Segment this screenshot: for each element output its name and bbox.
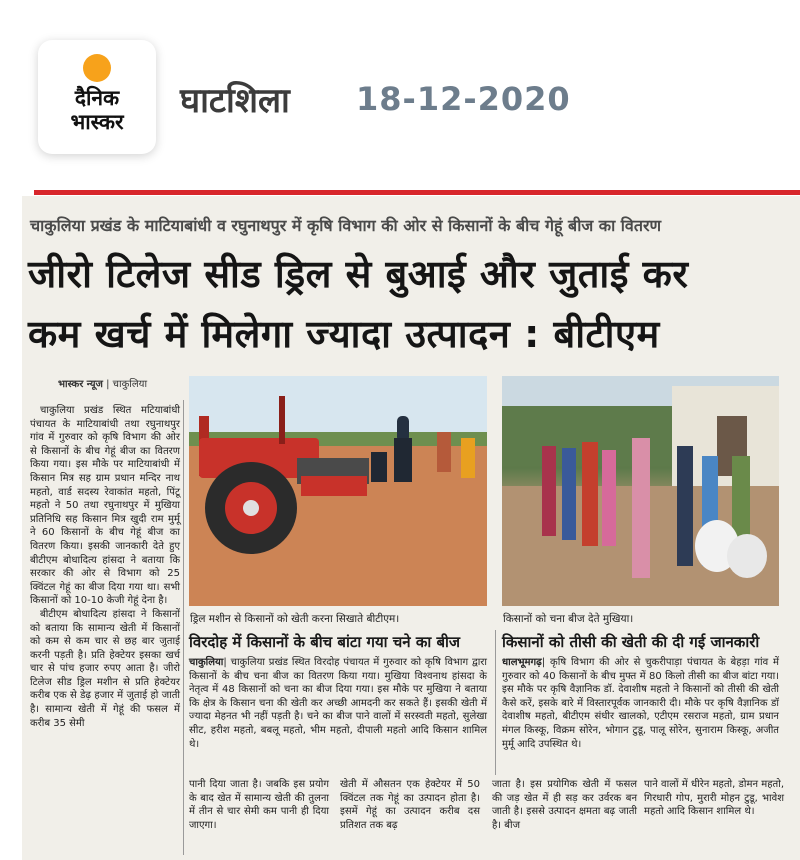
- dainik-bhaskar-logo[interactable]: [38, 40, 156, 154]
- edition-date: 18-12-2020: [356, 80, 571, 118]
- left-paragraph-1: चाकुलिया प्रखंड स्थित मटियाबांधी पंचायत के माटियाबांधी तथा रघुनाथपुर गांव में गुरुवार को कृषि विभाग की ओर से किसानों के बीच गेहूं बीज का वितरण किया गया। इस मौके पर माटियाबांधी में किसान मित्र सह ग्राम प्रधान मन्दिर नाथ महतो, वार्ड सदस्य रेवाकांत महतो, पिंटू महतो ने 50 तथा रघुनाथपुर में मुखिया प्रतिनिधि सह किसान मित्र खुदी राम मुर्मू ने 60 किसानों के बीच गेहूं बीज का वितरण किया। इसकी जानकारी देते हुए बीटीएम बोधादित्य हांसदा ने बताया कि सरकार की ओर से विभाग को 25 क्विंटल गेहूं का बीज दिया गया था। सभी किसानों को 10-10 केजी गेहूं देना है।: [30, 405, 180, 607]
- story2-body: चाकुलिया| चाकुलिया प्रखंड स्थित विरदोह पंचायत में गुरुवार को कृषि विभाग द्वारा किसानों के बीच चना बीज का वितरण किया गया। मुखिया विश्वनाथ हांसदा के नेतृत्व में 48 किसानों को चना का बीज दिया गया। इस मौके पर मुखिया ने बताया कि क्षेत्र के किसान चना की खेती कर अच्छी आमदनी कर सकते हैं। इसकी खेती में ज्यादा मेहनत भी नहीं पड़ती है। चने का बीज पाने वालों में सरस्वती महतो, सुलेखा सीट, हरीश महतो, बबलू महतो, भीम महतो, दीपाली महतो आदि किसान शामिल थे।: [189, 657, 487, 750]
- column-rule: [495, 630, 496, 775]
- edition-city: घाटशिला: [180, 81, 290, 121]
- logo-text-line1: दैनिक: [74, 86, 120, 110]
- logo-text-line2: भास्कर: [70, 110, 124, 134]
- app-header: [0, 0, 800, 190]
- column-rule: [183, 400, 184, 855]
- story3-text: कृषि विभाग की ओर से चुकरीपाड़ा पंचायत के बेहड़ा गांव में गुरुवार को 40 किसानों के बीच मुफ्त में 80 किलो तीसी का बीज बांटा गया। इस मौके पर कृषि वैज्ञानिक डॉ. देवाशीष महतो ने किसानों को तीसी की खेती कैसे करें, इसके बारे में विस्तारपूर्वक जानकारी दी। मौके पर कृषि वैज्ञानिक डॉ देवाशीष महतो, बीटीएम संधीर खालको, एटीएम रसराज महतो, ग्राम प्रधान मंगल किस्कू, विक्रम सोरेन, भोगान टुडू, पालू सोरेन, सुनाराम किस्कू, अजीत मुर्मू आदि उपस्थित थे।: [502, 657, 779, 750]
- left-paragraph-2: बीटीएम बोधादित्य हांसदा ने किसानों को बताया कि सामान्य खेती में किसानों को कम से कम चार से छह बार जुताई करनी पड़ती है। प्रति हेक्टेयर इसका खर्च चार से पांच हजार रुपए आता है। जीरो टिलेज सीड ड्रिल मशीन से प्रति हेक्टेयर करीब एक से डेढ़ हजार में जुताई हो जाती है। सामान्य खेती में गेहूं की फसल में करीब 35 सेमी: [30, 608, 180, 729]
- article-kicker: चाकुलिया प्रखंड के माटियाबांधी व रघुनाथपुर में कृषि विभाग की ओर से किसानों के बीच गेहूं बीज का वितरण: [30, 216, 662, 235]
- photo1-caption: ड्रिल मशीन से किसानों को खेती करना सिखाते बीटीएम।: [190, 613, 400, 625]
- headline-line1: जीरो टिलेज सीड ड्रिल से बुआई और जुताई कर: [28, 252, 689, 296]
- story2-headline: विरदोह में किसानों के बीच बांटा गया चने का बीज: [189, 633, 461, 651]
- byline-place: चाकुलिया: [112, 379, 148, 390]
- seed-distribution-photo: [502, 376, 779, 606]
- tractor-photo: [189, 376, 487, 606]
- byline-source: भास्कर न्यूज: [58, 379, 103, 390]
- photo2-caption: किसानों को चना बीज देते मुखिया।: [503, 613, 634, 625]
- tractor-illustration: [189, 376, 487, 606]
- continuation-col-4: पाने वालों में धीरेन महतो, डोमन महतो, गिरधारी गोप, मुरारी मोहन टुडू, भावेश महतो आदि किसान शामिल थे।: [644, 779, 784, 818]
- story3-body: धालभूमगढ़| कृषि विभाग की ओर से चुकरीपाड़ा पंचायत के बेहड़ा गांव में गुरुवार को 40 किसानों के बीच मुफ्त में 80 किलो तीसी का बीज बांटा गया। इस मौके पर कृषि वैज्ञानिक डॉ. देवाशीष महतो ने किसानों को तीसी की खेती कैसे करें, इसके बारे में विस्तारपूर्वक जानकारी दी। मौके पर कृषि वैज्ञानिक डॉ देवाशीष महतो, बीटीएम संधीर खालको, एटीएम रसराज महतो, ग्राम प्रधान मंगल किस्कू, विक्रम सोरेन, भोगान टुडू, पालू सोरेन, सुनाराम किस्कू, अजीत मुर्मू आदि उपस्थित थे।: [502, 657, 779, 750]
- article-left-column: [30, 404, 180, 730]
- byline: भास्कर न्यूज | चाकुलिया: [58, 379, 148, 390]
- seed-distribution-illustration: [502, 376, 779, 606]
- story3-headline: किसानों को तीसी की खेती की दी गई जानकारी: [502, 633, 760, 651]
- story3-place: धालभूमगढ़: [502, 657, 542, 668]
- story2-text: चाकुलिया प्रखंड स्थित विरदोह पंचायत में गुरुवार को कृषि विभाग द्वारा किसानों के बीच चना बीज का वितरण किया गया। मुखिया विश्वनाथ हांसदा के नेतृत्व में 48 किसानों को चना का बीज दिया गया। इस मौके पर मुखिया ने बताया कि क्षेत्र के किसान चना की खेती कर अच्छी आमदनी कर सकते हैं। इसकी खेती में ज्यादा मेहनत भी नहीं पड़ती है। चने का बीज पाने वालों में सरस्वती महतो, सुलेखा सीट, हरीश महतो, बबलू महतो, भीम महतो, दीपाली महतो आदि किसान शामिल थे।: [189, 657, 487, 750]
- red-divider: [34, 190, 800, 195]
- continuation-col-3: जाता है। इस प्रयोगिक खेती में फसल की जड़ खेत में ही सड़ कर उर्वरक बन जाती है। इससे उत्पादन क्षमता बढ़ जाती है। बीज: [492, 779, 637, 831]
- headline-line2: कम खर्च में मिलेगा ज्यादा उत्पादन : बीटीएम: [28, 312, 660, 356]
- sun-icon: [83, 54, 111, 82]
- continuation-col-1: पानी दिया जाता है। जबकि इस प्रयोग के बाद खेत में सामान्य खेती की तुलना में तीन से चार सेमी कम पानी ही दिया जाएगा।: [189, 779, 329, 831]
- continuation-col-2: खेती में औसतन एक हेक्टेयर में 50 क्विंटल तक गेहूं का उत्पादन होता है। इसमें गेहूं का उत्पादन करीब दस प्रतिशत तक बढ़: [340, 779, 480, 831]
- story2-place: चाकुलिया: [189, 657, 224, 668]
